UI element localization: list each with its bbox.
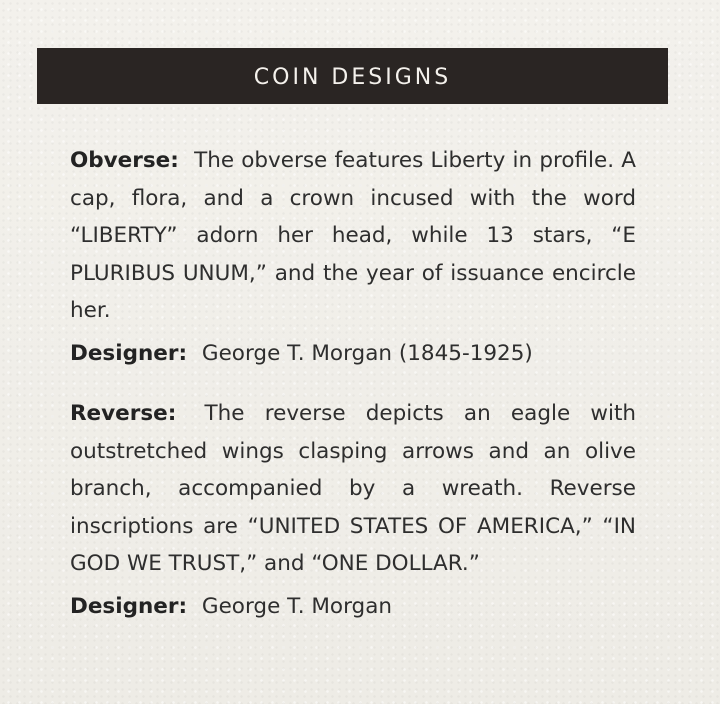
section-banner [37, 48, 668, 104]
obverse-designer-line [70, 335, 636, 373]
section-title: COIN DESIGNS [253, 64, 452, 90]
obverse-label: Obverse: [70, 148, 179, 173]
obverse-designer-label: Designer: [70, 340, 188, 366]
reverse-paragraph [70, 395, 636, 583]
spacer [70, 372, 636, 395]
reverse-designer-line [70, 588, 636, 626]
obverse-paragraph [70, 142, 636, 330]
content-body [70, 142, 636, 625]
reverse-designer-name: George T. Morgan [201, 593, 392, 619]
reverse-designer-label: Designer: [70, 593, 188, 619]
reverse-label: Reverse: [70, 401, 177, 426]
reverse-description: The reverse depicts an eagle with outstretched wings clasping arrows and an olive branch, accompanied by a wreath. Reverse inscriptions are “UNITED STATES OF AMERICA,” “IN GOD WE TRUST,” and “ONE DOLLAR.” [70, 401, 636, 576]
obverse-description: The obverse features Liberty in profile. A cap, flora, and a crown incused with the word “LIBERTY” adorn her head, while 13 stars, “E PLURIBUS UNUM,” and the year of issuance encircle her. [70, 148, 636, 323]
obverse-designer-name: George T. Morgan (1845-1925) [201, 340, 533, 366]
